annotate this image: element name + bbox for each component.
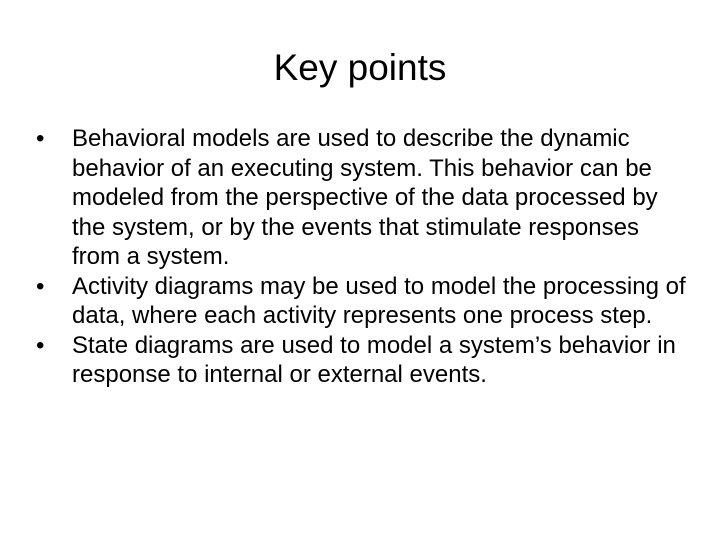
bullet-icon: •	[36, 125, 45, 152]
slide-title: Key points	[273, 47, 447, 88]
bullet-icon: •	[36, 272, 45, 300]
bullet-item	[36, 124, 686, 272]
bullet-item	[36, 272, 686, 331]
bullet-list	[36, 124, 686, 390]
bullet-item	[36, 331, 686, 390]
bullet-icon: •	[36, 331, 45, 359]
bullet-text: Activity diagrams may be used to model the processing of data, where each activity represents one process step.	[72, 272, 686, 329]
bullet-text: State diagrams are used to model a system’s behavior in response to internal or external events.	[72, 331, 676, 388]
bullet-text: Behavioral models are used to describe the dynamic behavior of an executing system. This behavior can be modeled from the perspective of the data processed by the system, or by the events that stimulate responses from a system.	[72, 125, 658, 270]
